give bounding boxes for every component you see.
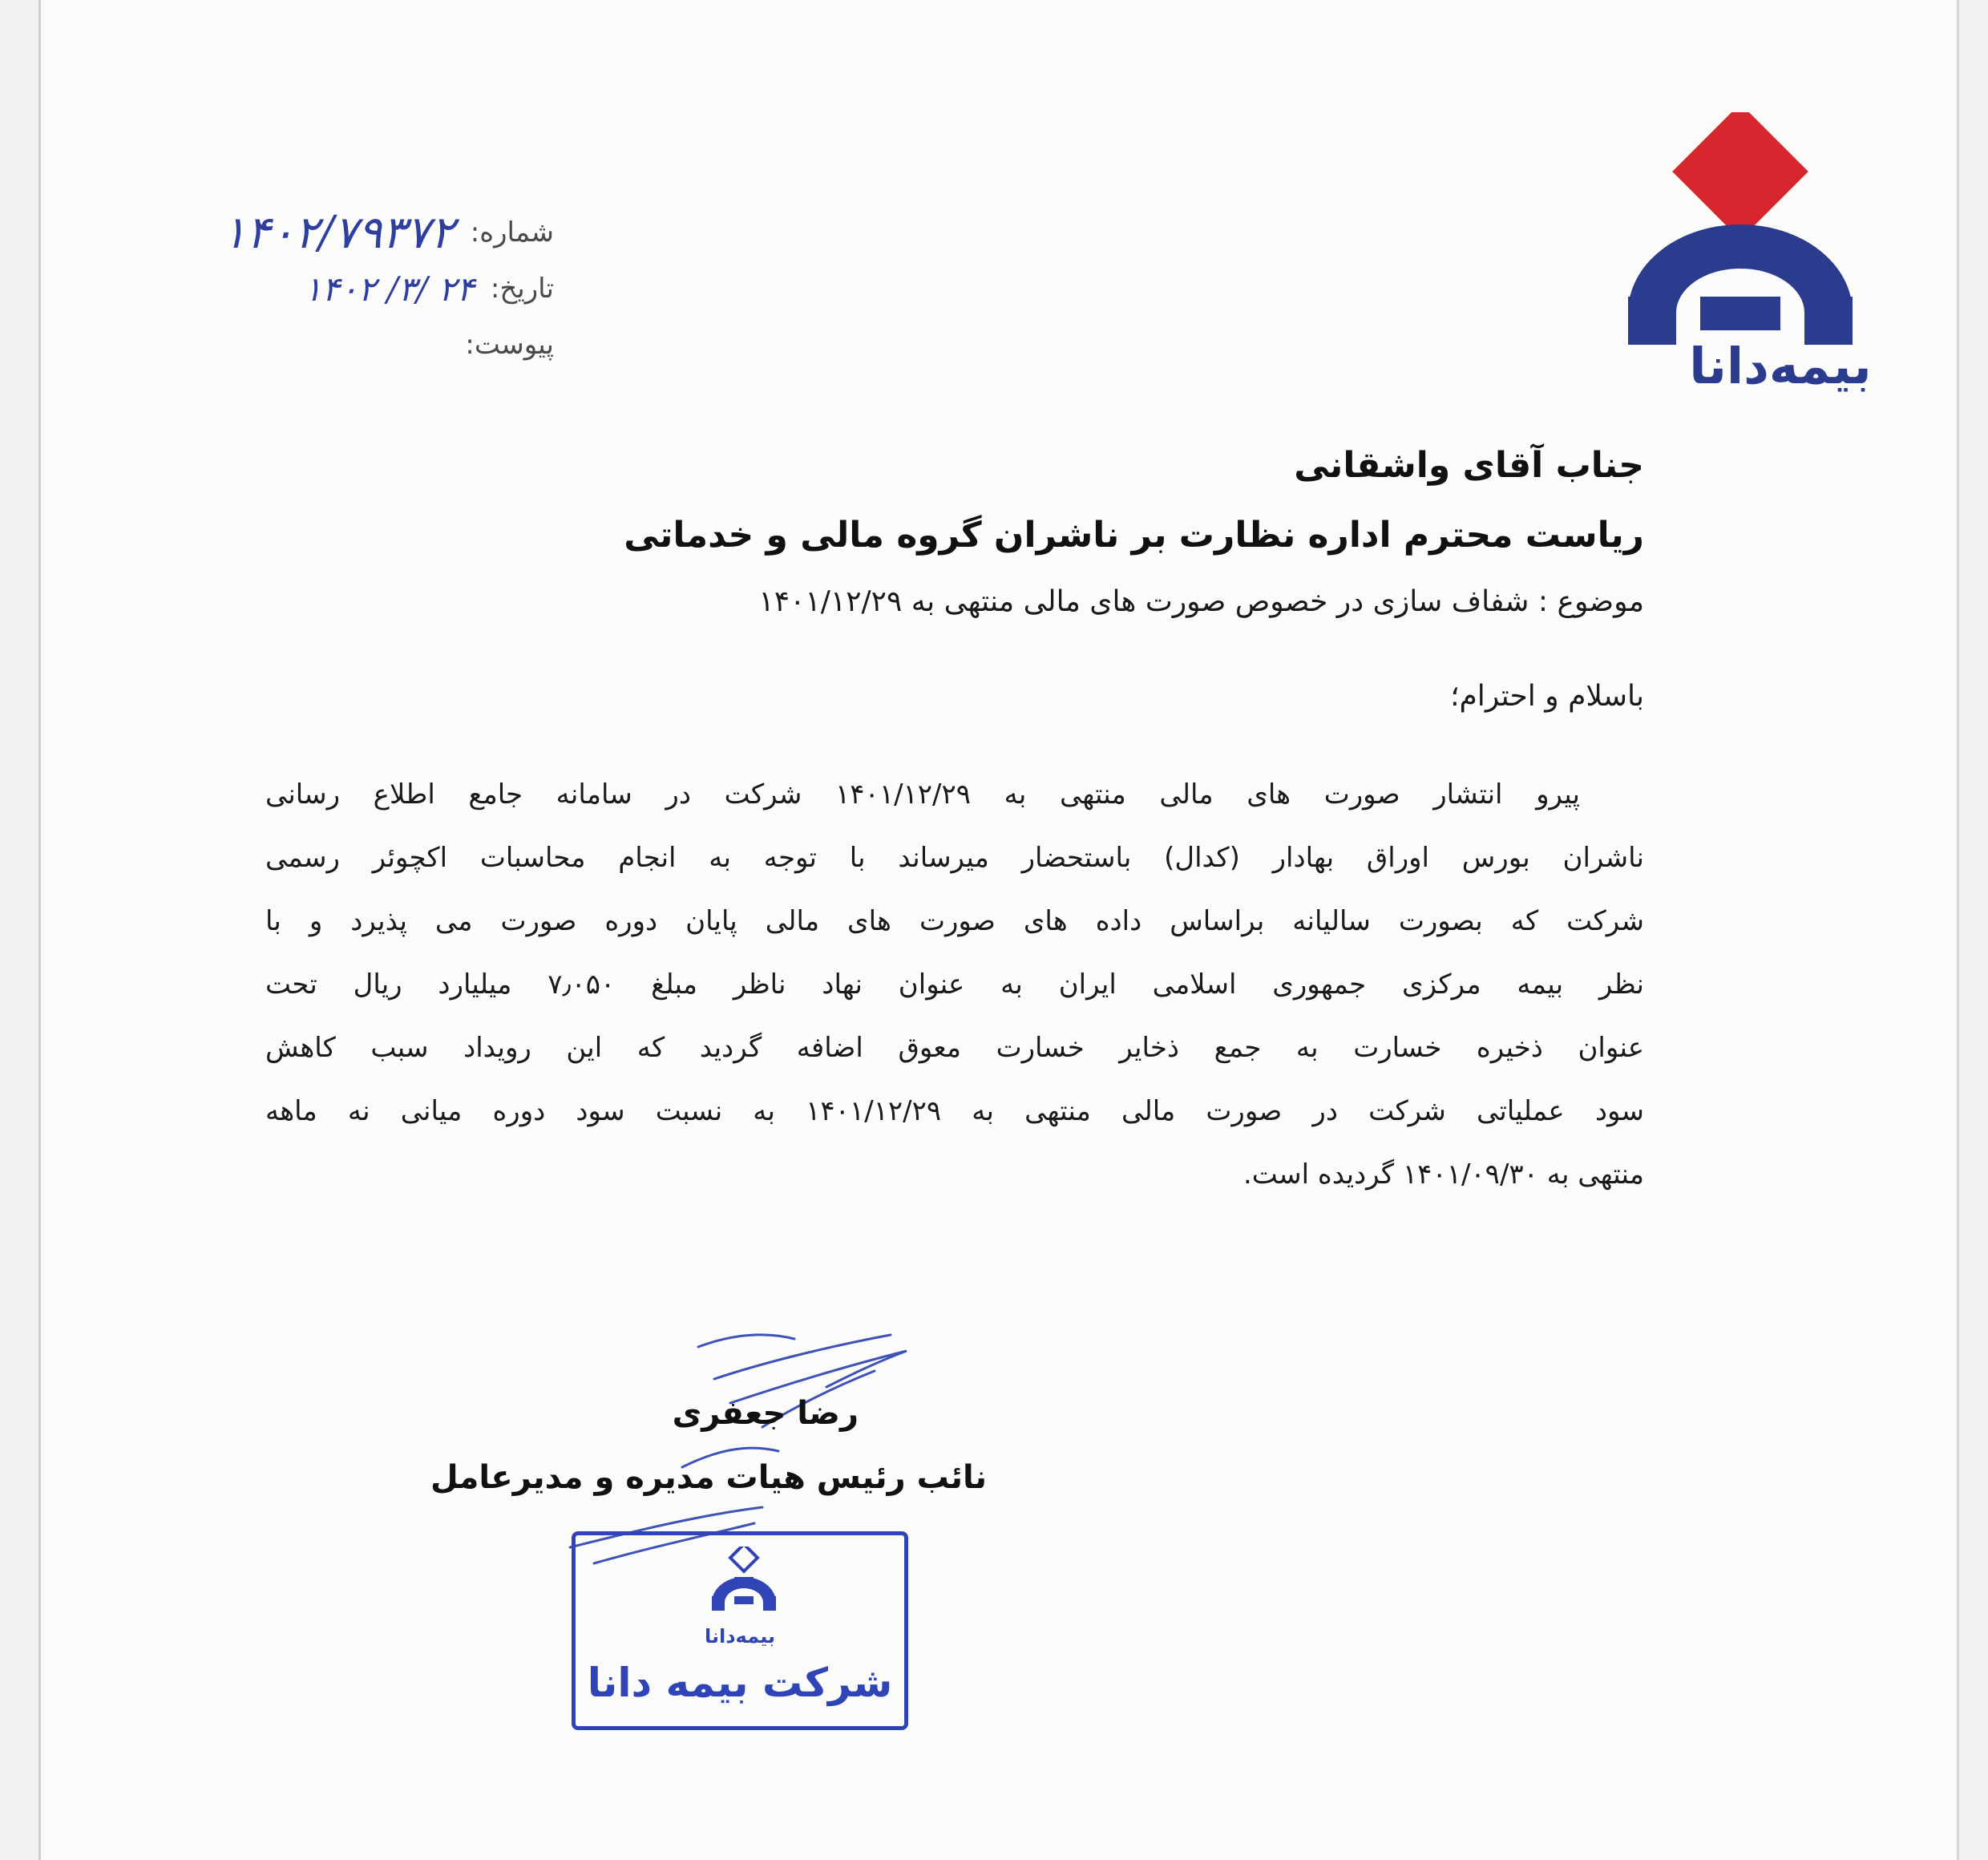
body-line: منتهی به ۱۴۰۱/۰۹/۳۰ گردیده است. [1242,1158,1644,1191]
date-label: تاریخ: [490,273,554,305]
attachment-row [465,317,554,373]
body-line: ناشران بورس اوراق بهادار (کدال) باستحضار میرساند با توجه به انجام محاسبات اکچوئر رسمی [265,842,1644,874]
date-row [304,261,554,317]
stamp-brand: بیمه‌دانا [704,1625,776,1648]
date-value: ۱۴۰۲ /۳/ ۲۴ [303,269,475,309]
letter-subject: موضوع : شفاف سازی در خصوص صورت های مالی منتهی به ۱۴۰۱/۱۲/۲۹ [758,585,1644,618]
letter-body [265,763,1644,1207]
body-line: عنوان ذخیره خسارت به جمع ذخایر خسارت معوق اضافه گردید که این رویداد سبب کاهش [265,1032,1644,1064]
number-label: شماره: [470,216,554,249]
stamp-company-name: شرکت بیمه دانا [587,1660,893,1706]
signatory-name: رضا جعفری [672,1395,859,1432]
attachment-label: پیوست: [465,329,554,361]
stamp-logo-icon [704,1547,784,1627]
body-line: پیرو انتشار صورت های مالی منتهی به ۱۴۰۱/۱۲/۲۹ شرکت در سامانه جامع اطلاع رسانی [265,778,1580,811]
body-line: شرکت که بصورت سالیانه براساس داده های صورت های مالی پایان دوره صورت می پذیرد و با [265,905,1644,937]
addressee-title: ریاست محترم اداره نظارت بر ناشران گروه مالی و خدماتی [624,515,1644,556]
company-stamp [572,1531,908,1730]
letter-greeting: باسلام و احترام؛ [1450,680,1644,713]
body-line: نظر بیمه مرکزی جمهوری اسلامی ایران به عنوان نهاد ناظر مبلغ ۷٫۰۵۰ میلیارد ریال تحت [265,968,1644,1001]
number-value: ۱۴۰۲/۷۹۳۷۲ [222,206,455,259]
body-line: سود عملیاتی شرکت در صورت مالی منتهی به ۱۴۰۱/۱۲/۲۹ به نسبت سود دوره میانی نه ماهه [265,1095,1645,1127]
signature-block [430,1331,987,1507]
signatory-title: نائب رئیس هیات مدیره و مدیرعامل [430,1459,987,1496]
company-logo-text: بیمه‌دانا [1689,337,1872,395]
letter-page [38,0,1959,1860]
addressee-name: جناب آقای واشقانی [1294,445,1644,486]
number-row [222,204,554,261]
